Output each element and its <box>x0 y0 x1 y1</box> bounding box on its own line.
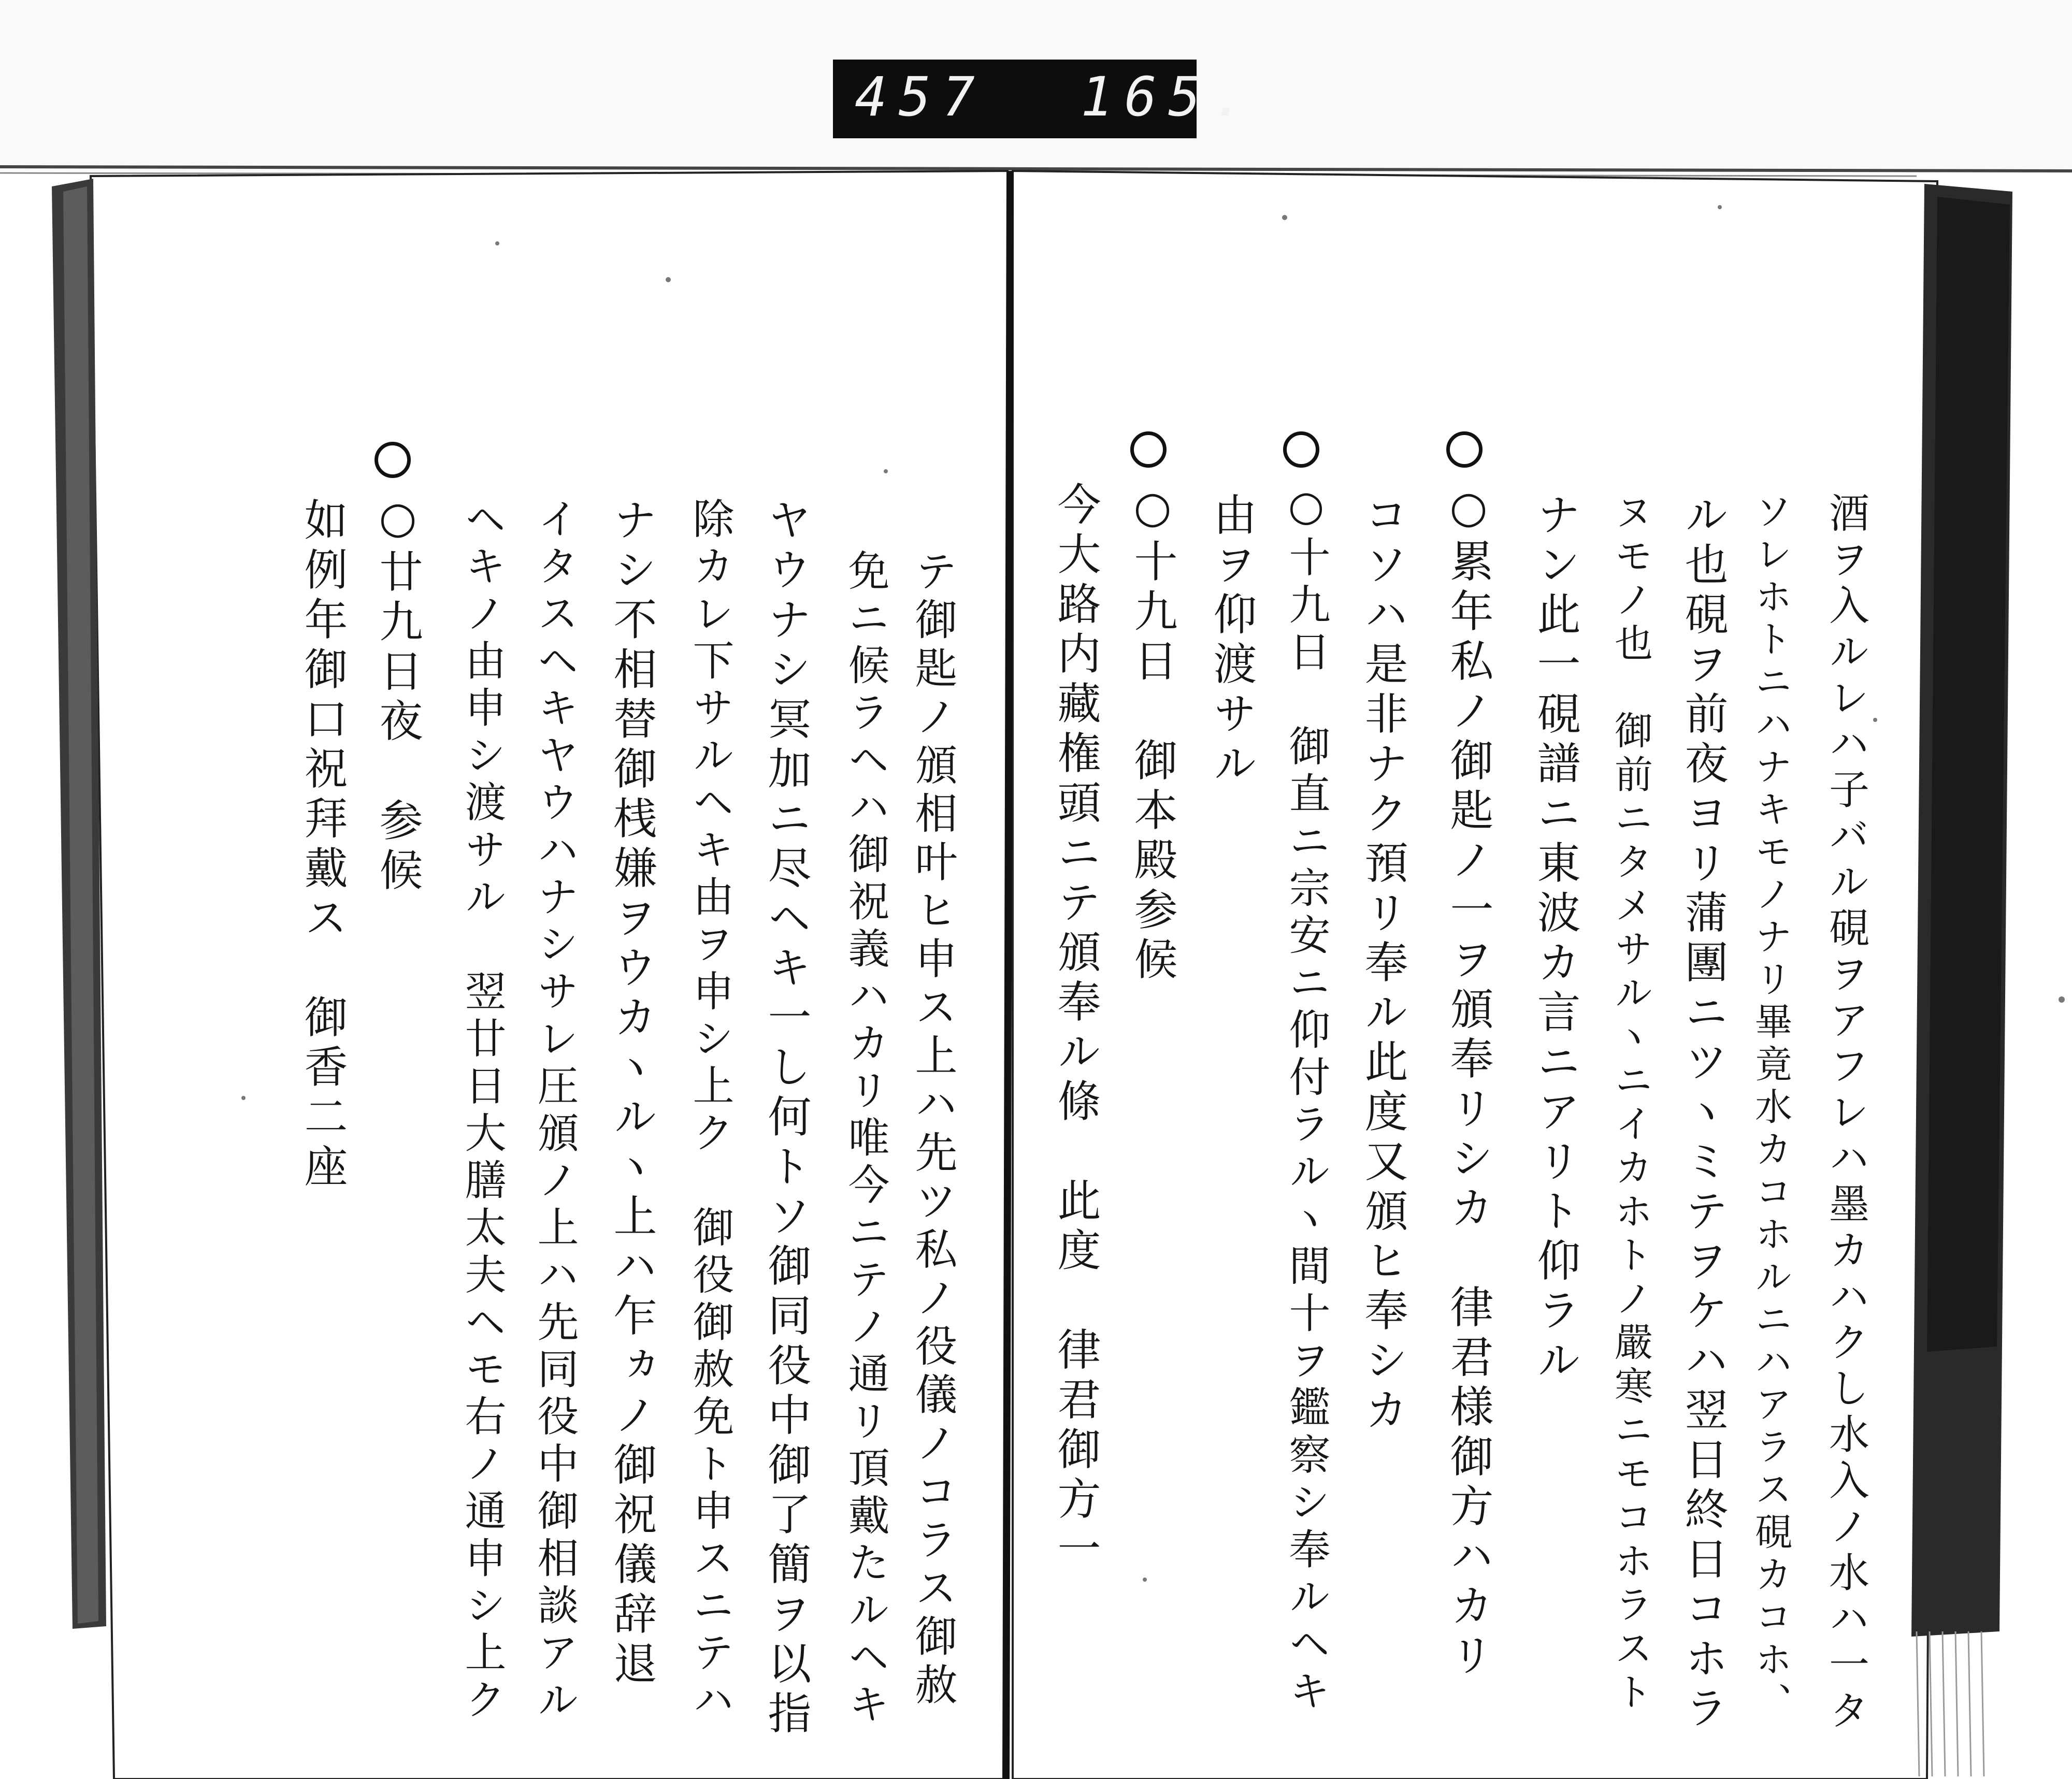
text-column: コソハ是非ナク預リ奉ル此度又頒ヒ奉シカ <box>1358 492 1408 1437</box>
text-column: ○廿九日夜 参候 <box>372 492 423 897</box>
text-column: ○累年私ノ御匙ノ一ヲ頒奉リシカ 律君様御方ハカリ <box>1443 482 1494 1682</box>
archive-number-left: 457 <box>855 65 986 128</box>
text-column: 除カレ下サルヘキ由ヲ申シ上ク 御役御赦免ト申スニテハ <box>686 497 734 1726</box>
text-column: ル也硯ヲ前夜ヨリ蒲團ニツヽミテヲケハ翌日終日コホラ <box>1678 492 1729 1735</box>
entry-marker <box>375 442 411 478</box>
text-column: イタスヘキヤウハナシサレ圧頒ノ上ハ先同役中御相談アル <box>530 497 579 1726</box>
archive-number-right: 165. <box>1081 65 1256 128</box>
text-column: 如例年御口祝拜戴ス 御香二座 <box>297 497 348 1193</box>
entry-marker <box>1446 431 1483 468</box>
text-column: ○十九日 御本殿参候 <box>1127 482 1178 986</box>
text-column: ○十九日 御直ニ宗安ニ仰付ラルヽ間十ヲ鑑察シ奉ルヘキ <box>1282 482 1330 1717</box>
text-column: ナシ不相替御桟嫌ヲウカヽルヽ上ハ乍ヵノ御祝儀辞退 <box>607 497 657 1690</box>
text-column: 免ニ候ラヘハ御祝義ハカリ唯今ニテノ通リ頂戴たルヘキ <box>841 549 889 1730</box>
text-column: 今大路内藏権頭ニテ頒奉ル條 此度 律君御方一 <box>1051 482 1101 1575</box>
entry-marker <box>1130 431 1167 468</box>
text-column: ヘキノ由申シ渡サル 翌廿日大膳太夫ヘモ右ノ通申シ上ク <box>458 497 506 1726</box>
text-column: ソレホトニハナキモノナリ畢竟水カコホルニハアラス硯カコホ、 <box>1749 492 1792 1725</box>
text-column: ヌモノ也 御前ニタメサルヽニイカホトノ嚴寒ニモコホラスト <box>1608 492 1653 1716</box>
entry-marker <box>1283 431 1319 468</box>
text-column: 由ヲ仰渡サル <box>1206 492 1257 790</box>
text-column: ヤウナシ冥加ニ尽ヘキ一し何トソ御同役中御了簡ヲ以指 <box>761 497 812 1740</box>
archive-label <box>833 60 1256 138</box>
text-column: ナン此一硯譜ニ東波カ言ニアリト仰ラル <box>1530 492 1581 1387</box>
text-column: 酒ヲ入ルレハ子バル硯ヲアフレハ墨カハクし水入ノ水ハ一タ <box>1822 492 1869 1735</box>
text-column: テ御匙ノ頒相叶ヒ申ス上ハ先ツ私ノ役儀ノコラス御赦 <box>908 549 957 1711</box>
